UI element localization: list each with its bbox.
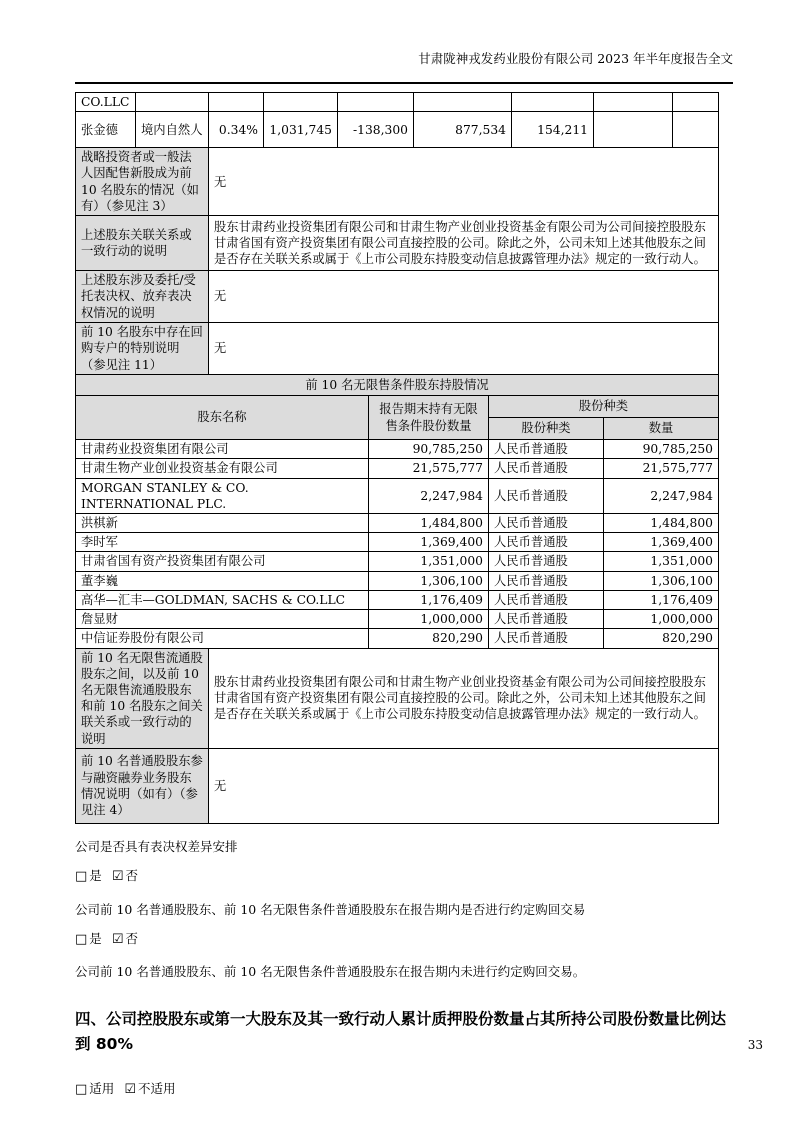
share-class: 人民币普通股 <box>489 629 604 648</box>
shareholder-pledge-qty <box>673 112 719 148</box>
shareholder-change: -138,300 <box>338 112 414 148</box>
footer-row-related-relationship <box>76 648 719 748</box>
report-header <box>75 50 733 84</box>
checkbox-unchecked-icon: □ <box>75 869 88 885</box>
col-header-name: 股东名称 <box>76 396 369 440</box>
holder-qty: 21,575,777 <box>369 459 489 478</box>
table-row <box>76 590 719 609</box>
holder-qty: 2,247,984 <box>369 478 489 513</box>
table-row <box>76 533 719 552</box>
holder-name: MORGAN STANLEY & CO. INTERNATIONAL PLC. <box>76 478 369 513</box>
holder-name: 李时军 <box>76 533 369 552</box>
share-class-qty: 21,575,777 <box>604 459 719 478</box>
holder-name: 洪棋新 <box>76 513 369 532</box>
info-label: 上述股东涉及委托/受托表决权、放弃表决权情况的说明 <box>76 271 209 323</box>
share-class: 人民币普通股 <box>489 440 604 459</box>
share-class: 人民币普通股 <box>489 478 604 513</box>
checkbox-label-no: 否 <box>125 868 138 884</box>
share-class-qty: 1,351,000 <box>604 552 719 571</box>
paragraph-voting-difference: 公司是否具有表决权差异安排 <box>75 838 238 854</box>
table-row <box>76 610 719 629</box>
header-row-1 <box>76 396 719 418</box>
checkbox-label-yes: 是 <box>89 868 102 884</box>
holder-name: 甘肃药业投资集团有限公司 <box>76 440 369 459</box>
shareholder-unrestricted-qty: 154,211 <box>512 112 594 148</box>
checkbox-unchecked-icon: □ <box>75 932 88 947</box>
footer-label: 前 10 名普通股股东参与融资融券业务股东情况说明（如有）（参见注 4） <box>76 748 209 823</box>
table-row <box>76 629 719 648</box>
holder-qty: 820,290 <box>369 629 489 648</box>
share-class-qty: 1,369,400 <box>604 533 719 552</box>
carryover-row <box>76 93 719 112</box>
checkbox-checked-icon: ☑ <box>124 1081 136 1097</box>
share-class: 人民币普通股 <box>489 590 604 609</box>
share-class: 人民币普通股 <box>489 552 604 571</box>
info-row-voting-rights <box>76 271 719 323</box>
share-class: 人民币普通股 <box>489 571 604 590</box>
holder-name: 中信证券股份有限公司 <box>76 629 369 648</box>
table-row <box>76 440 719 459</box>
section-heading-pledge-80-percent: 四、公司控股股东或第一大股东及其一致行动人累计质押股份数量占其所持公司股份数量比例达到 80% <box>75 1009 727 1054</box>
checkbox-line-yes-no-2 <box>75 930 733 949</box>
shareholder-ratio: 0.34% <box>209 112 264 148</box>
checkbox-line-yes-no-1 <box>75 867 733 886</box>
shareholder-name: 张金德 <box>76 112 136 148</box>
shareholder-nature: 境内自然人 <box>136 112 209 148</box>
info-value: 无 <box>209 271 719 323</box>
checkbox-label-applicable: 适用 <box>89 1080 115 1096</box>
info-label: 前 10 名股东中存在回购专户的特别说明（参见注 11） <box>76 323 209 375</box>
table-row <box>76 478 719 513</box>
info-row-strategic-investors <box>76 148 719 216</box>
holder-qty: 1,176,409 <box>369 590 489 609</box>
footer-row-margin-trading <box>76 748 719 823</box>
table-row <box>76 571 719 590</box>
footer-label: 前 10 名无限售流通股股东之间，以及前 10 名无限售流通股股东和前 10 名股东之间关联关系或一致行动的说明 <box>76 648 209 748</box>
holder-name: 甘肃生物产业创业投资基金有限公司 <box>76 459 369 478</box>
shareholder-qty-end: 1,031,745 <box>264 112 338 148</box>
share-class: 人民币普通股 <box>489 610 604 629</box>
col-header-class-qty: 数量 <box>604 418 719 440</box>
page-number: 33 <box>747 1038 763 1052</box>
share-class-qty: 2,247,984 <box>604 478 719 513</box>
checkbox-label-yes: 是 <box>89 931 102 946</box>
holder-qty: 1,000,000 <box>369 610 489 629</box>
share-class-qty: 1,000,000 <box>604 610 719 629</box>
carryover-name-cell: CO.LLC <box>76 93 136 112</box>
share-class-qty: 820,290 <box>604 629 719 648</box>
share-class-qty: 1,176,409 <box>604 590 719 609</box>
table-row <box>76 459 719 478</box>
footer-value: 无 <box>209 748 719 823</box>
info-value: 股东甘肃药业投资集团有限公司和甘肃生物产业创业投资基金有限公司为公司间接控股股东甘肃省国有资产投资集团有限公司直接控股的公司。除此之外，公司未知上述其他股东之间是否存在关联关系或属于《上市公司股东持股变动信息披露管理办法》规定的一致行动人。 <box>209 216 719 271</box>
checkbox-unchecked-icon: □ <box>75 1081 88 1097</box>
table-row <box>76 513 719 532</box>
checkbox-checked-icon: ☑ <box>111 932 124 947</box>
holder-name: 高华—汇丰—GOLDMAN, SACHS & CO.LLC <box>76 590 369 609</box>
share-class: 人民币普通股 <box>489 459 604 478</box>
unrestricted-info-table <box>75 648 719 824</box>
holder-name: 詹显财 <box>76 610 369 629</box>
table-row <box>76 552 719 571</box>
body-paragraphs <box>75 838 733 1099</box>
shareholder-row <box>76 112 719 148</box>
col-header-class: 股份种类 <box>489 418 604 440</box>
checkbox-line-applicable <box>75 1080 733 1099</box>
holder-qty: 1,306,100 <box>369 571 489 590</box>
checkbox-label-no: 否 <box>125 931 138 946</box>
share-class: 人民币普通股 <box>489 533 604 552</box>
col-header-class-group: 股份种类 <box>489 396 719 418</box>
share-class: 人民币普通股 <box>489 513 604 532</box>
holder-name: 甘肃省国有资产投资集团有限公司 <box>76 552 369 571</box>
top10-shareholders-continuation-table <box>75 92 719 148</box>
info-value: 无 <box>209 148 719 216</box>
shareholder-restricted-qty: 877,534 <box>414 112 512 148</box>
holder-qty: 1,351,000 <box>369 552 489 571</box>
share-class-qty: 90,785,250 <box>604 440 719 459</box>
checkbox-checked-icon: ☑ <box>111 869 124 885</box>
holder-qty: 1,369,400 <box>369 533 489 552</box>
paragraph-repurchase-question: 公司前 10 名普通股股东、前 10 名无限售条件普通股股东在报告期内是否进行约定购回交易 <box>75 901 586 917</box>
shareholder-pledge-status <box>594 112 673 148</box>
band-title-row <box>76 375 719 396</box>
col-header-qty: 报告期末持有无限售条件股份数量 <box>369 396 489 440</box>
footer-value: 股东甘肃药业投资集团有限公司和甘肃生物产业创业投资基金有限公司为公司间接控股股东甘肃省国有资产投资集团有限公司直接控股的公司。除此之外，公司未知上述其他股东之间是否存在关联关系或属于《上市公司股东持股变动信息披露管理办法》规定的一致行动人。 <box>209 648 719 748</box>
share-class-qty: 1,484,800 <box>604 513 719 532</box>
checkbox-label-not-applicable: 不适用 <box>137 1080 176 1096</box>
info-value: 无 <box>209 323 719 375</box>
unrestricted-shareholders-table <box>75 374 719 648</box>
paragraph-repurchase-statement: 公司前 10 名普通股股东、前 10 名无限售条件普通股股东在报告期内未进行约定购回交易。 <box>75 964 586 980</box>
info-label: 上述股东关联关系或一致行动的说明 <box>76 216 209 271</box>
info-row-repurchase-account <box>76 323 719 375</box>
share-class-qty: 1,306,100 <box>604 571 719 590</box>
holder-qty: 1,484,800 <box>369 513 489 532</box>
shareholder-info-table <box>75 147 719 375</box>
band-title: 前 10 名无限售条件股东持股情况 <box>76 375 719 396</box>
holder-qty: 90,785,250 <box>369 440 489 459</box>
holder-name: 董李巍 <box>76 571 369 590</box>
info-label: 战略投资者或一般法人因配售新股成为前 10 名股东的情况（如有）（参见注 3） <box>76 148 209 216</box>
info-row-related-relationship <box>76 216 719 271</box>
report-title: 甘肃陇神戎发药业股份有限公司 2023 年半年度报告全文 <box>418 51 733 66</box>
